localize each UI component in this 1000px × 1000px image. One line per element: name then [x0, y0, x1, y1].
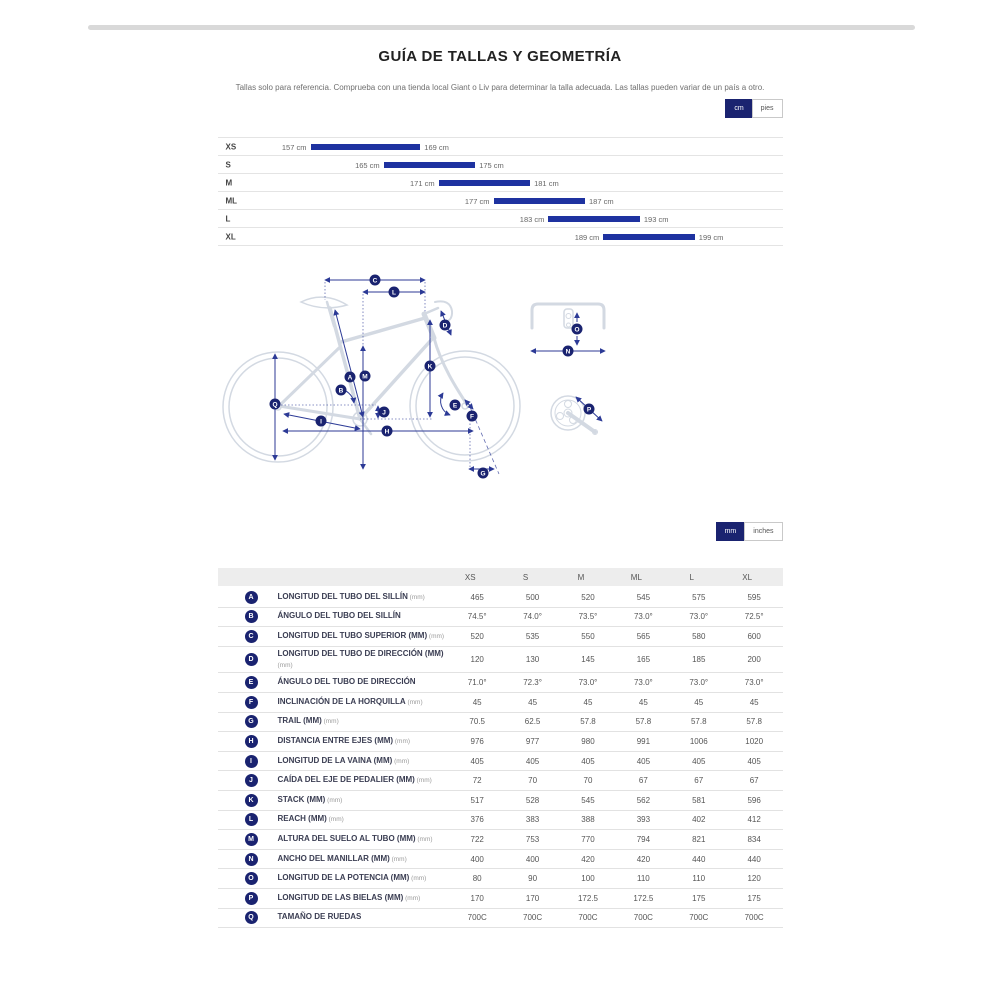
table-cell-value: 405: [692, 756, 706, 766]
diagram-badge-O: [571, 324, 582, 335]
table-cell-value: 400: [525, 854, 540, 864]
svg-text:Q: Q: [271, 401, 278, 409]
table-cell-value: 412: [747, 815, 761, 825]
range-min-label: 165 cm: [355, 160, 380, 170]
size-label: S: [225, 160, 231, 169]
table-cell-value: 770: [581, 834, 595, 844]
svg-text:A: A: [347, 374, 352, 382]
range-min-label: 177 cm: [464, 196, 490, 206]
table-cell-value: 45: [638, 697, 648, 707]
table-cell-value: 170: [525, 893, 540, 903]
size-row-XL: [218, 227, 783, 245]
column-header-XS: XS: [464, 572, 476, 582]
row-label: REACH (MM) (mm): [277, 814, 344, 824]
table-cell-value: 73.5°: [578, 612, 598, 622]
row-letter-badge: H: [245, 735, 258, 748]
range-min-label: 183 cm: [519, 214, 545, 224]
unit-suffix: (mm): [414, 777, 432, 785]
svg-text:O: O: [573, 326, 580, 334]
column-header-M: M: [577, 572, 585, 582]
toggle-option-pies[interactable]: pies: [752, 99, 783, 118]
row-label: DISTANCIA ENTRE EJES (MM) (mm): [277, 736, 411, 746]
table-cell-value: 402: [692, 815, 706, 825]
table-cell-value: 821: [692, 834, 706, 844]
row-label: TAMAÑO DE RUEDAS: [277, 912, 362, 922]
table-cell-value: 753: [525, 834, 540, 844]
table-cell-value: 172.5: [633, 893, 654, 903]
table-cell-value: 977: [525, 736, 540, 746]
diagram-badge-Q: [269, 399, 280, 410]
table-cell-value: 420: [636, 854, 651, 864]
unit-suffix: (mm): [409, 875, 427, 883]
table-cell-value: 700C: [578, 913, 598, 923]
table-cell-value: 72.5°: [744, 612, 764, 622]
page-title: GUÍA DE TALLAS Y GEOMETRÍA: [378, 48, 622, 65]
unit-suffix: (mm): [393, 738, 411, 746]
row-letter-badge: F: [245, 696, 258, 709]
row-letter-badge: M: [245, 833, 258, 846]
table-cell-value: 67: [694, 776, 704, 786]
mm-inches-toggle: [717, 522, 783, 541]
toggle-option-mm[interactable]: mm: [716, 522, 746, 541]
bike-geometry-diagram: [218, 258, 783, 513]
svg-text:J: J: [381, 409, 386, 417]
table-cell-value: 700C: [689, 913, 709, 923]
table-cell-value: 130: [525, 655, 540, 665]
crankset: [551, 396, 602, 435]
table-cell-value: 90: [528, 874, 538, 884]
top-divider: [88, 25, 915, 30]
table-cell-value: 405: [470, 756, 484, 766]
table-cell-value: 376: [470, 815, 484, 825]
table-cell-value: 175: [692, 893, 706, 903]
table-cell-value: 70: [528, 776, 538, 786]
geometry-table-header: [218, 568, 783, 586]
table-row-N: [218, 850, 783, 870]
table-cell-value: 185: [692, 655, 706, 665]
table-row-O: [218, 869, 783, 889]
diagram-badge-C: [369, 275, 380, 286]
size-label: ML: [225, 196, 238, 205]
diagram-badge-M: [359, 371, 370, 382]
range-min-label: 171 cm: [409, 178, 435, 188]
row-letter-badge: L: [245, 813, 258, 826]
table-row-M: [218, 830, 783, 850]
table-cell-value: 528: [525, 795, 540, 805]
diagram-badge-G: [477, 468, 488, 479]
table-row-L: [218, 811, 783, 831]
size-label: L: [225, 214, 231, 223]
table-cell-value: 67: [638, 776, 648, 786]
range-max-label: 181 cm: [534, 178, 559, 188]
table-cell-value: 991: [636, 736, 651, 746]
table-cell-value: 172.5: [577, 893, 598, 903]
table-cell-value: 73.0°: [689, 612, 709, 622]
unit-suffix: (mm): [405, 698, 423, 706]
table-row-A: [218, 588, 783, 608]
row-label: LONGITUD DEL TUBO DEL SILLÍN (mm): [277, 591, 425, 601]
table-cell-value: 45: [528, 697, 538, 707]
row-label: ALTURA DEL SUELO AL TUBO (MM) (mm): [277, 834, 433, 844]
row-letter-badge: I: [245, 755, 258, 768]
table-cell-value: 45: [749, 697, 759, 707]
cm-pies-toggle: [726, 99, 782, 118]
table-cell-value: 110: [692, 874, 706, 884]
table-row-E: [218, 673, 783, 693]
table-cell-value: 175: [747, 893, 761, 903]
unit-suffix: (mm): [325, 796, 343, 804]
table-cell-value: 565: [636, 631, 651, 641]
diagram-badge-E: [449, 400, 460, 411]
row-letter-badge: J: [245, 774, 258, 787]
table-cell-value: 545: [636, 592, 651, 602]
range-max-label: 169 cm: [424, 142, 449, 152]
unit-suffix: (mm): [277, 661, 293, 669]
height-range-bar: [603, 234, 695, 240]
diagram-badge-L: [388, 287, 399, 298]
row-letter-badge: K: [245, 794, 258, 807]
table-cell-value: 70.5: [469, 717, 485, 727]
svg-text:G: G: [479, 470, 486, 478]
table-cell-value: 1006: [689, 736, 708, 746]
row-letter-badge: G: [245, 715, 258, 728]
diagram-badge-P: [583, 404, 594, 415]
table-cell-value: 45: [583, 697, 593, 707]
row-label: CAÍDA DEL EJE DE PEDALIER (MM) (mm): [277, 775, 432, 785]
table-cell-value: 600: [747, 631, 761, 641]
bike-frame: [279, 297, 468, 434]
toggle-option-inches[interactable]: inches: [744, 522, 782, 541]
column-header-XL: XL: [742, 572, 753, 582]
table-cell-value: 165: [636, 655, 651, 665]
row-letter-badge: A: [245, 591, 258, 604]
table-cell-value: 383: [525, 815, 540, 825]
range-max-label: 199 cm: [698, 232, 724, 242]
range-max-label: 187 cm: [589, 196, 614, 206]
svg-text:D: D: [442, 322, 447, 330]
svg-text:L: L: [391, 289, 396, 297]
row-label: ÁNGULO DEL TUBO DE DIRECCIÓN: [277, 677, 416, 687]
table-cell-value: 722: [470, 834, 484, 844]
row-label: LONGITUD DE LA POTENCIA (MM) (mm): [277, 873, 427, 883]
page-subtitle: Tallas solo para referencia. Comprueba con una tienda local Giant o Liv para determinar la talla adecuada. Las tallas pueden variar de un país a otro.: [235, 83, 765, 92]
diagram-badge-B: [335, 385, 346, 396]
svg-text:M: M: [361, 373, 368, 381]
table-cell-value: 73.0°: [744, 678, 764, 688]
table-cell-value: 388: [581, 815, 595, 825]
table-cell-value: 74.5°: [467, 612, 487, 622]
table-cell-value: 72.3°: [523, 678, 542, 688]
table-cell-value: 400: [470, 854, 484, 864]
row-label: ANCHO DEL MANILLAR (MM) (mm): [277, 853, 407, 863]
table-cell-value: 73.0°: [689, 678, 709, 688]
table-cell-value: 80: [472, 874, 482, 884]
table-cell-value: 700C: [744, 913, 764, 923]
row-label: ÁNGULO DEL TUBO DEL SILLÍN: [277, 611, 401, 621]
geometry-table: [218, 568, 783, 928]
row-letter-badge: O: [245, 872, 258, 885]
table-cell-value: 170: [470, 893, 484, 903]
table-cell-value: 440: [692, 854, 706, 864]
size-row-XS: [218, 137, 783, 155]
table-row-J: [218, 771, 783, 791]
row-label: LONGITUD DE LA VAINA (MM) (mm): [277, 755, 410, 765]
table-cell-value: 700C: [633, 913, 653, 923]
size-row-M: [218, 173, 783, 191]
table-cell-value: 595: [747, 592, 761, 602]
toggle-option-cm[interactable]: cm: [725, 99, 752, 118]
table-cell-value: 405: [636, 756, 651, 766]
height-range-bar: [311, 144, 421, 150]
row-letter-badge: N: [245, 853, 258, 866]
row-label: STACK (MM) (mm): [277, 794, 343, 804]
table-cell-value: 596: [747, 795, 761, 805]
table-cell-value: 1020: [745, 736, 764, 746]
unit-suffix: (mm): [389, 855, 407, 863]
table-cell-value: 535: [525, 631, 540, 641]
size-label: XS: [225, 142, 237, 151]
diagram-badge-F: [466, 411, 477, 422]
table-cell-value: 517: [470, 795, 484, 805]
table-cell-value: 420: [581, 854, 595, 864]
svg-text:B: B: [338, 387, 343, 395]
table-row-B: [218, 608, 783, 628]
table-cell-value: 465: [470, 592, 484, 602]
svg-text:N: N: [565, 348, 570, 356]
table-cell-value: 575: [692, 592, 706, 602]
diagram-badge-J: [378, 407, 389, 418]
table-cell-value: 200: [747, 655, 761, 665]
row-label: INCLINACIÓN DE LA HORQUILLA (mm): [277, 696, 423, 706]
table-cell-value: 545: [581, 795, 595, 805]
table-cell-value: 440: [747, 854, 761, 864]
row-label: LONGITUD DE LAS BIELAS (MM) (mm): [277, 892, 421, 902]
table-cell-value: 110: [636, 874, 650, 884]
table-row-P: [218, 889, 783, 909]
row-letter-badge: C: [245, 630, 258, 643]
range-max-label: 193 cm: [643, 214, 669, 224]
table-cell-value: 45: [694, 697, 704, 707]
table-cell-value: 57.8: [746, 717, 762, 727]
table-cell-value: 73.0°: [578, 678, 598, 688]
table-cell-value: 71.0°: [467, 678, 487, 688]
table-row-F: [218, 693, 783, 713]
unit-suffix: (mm): [427, 633, 445, 641]
diagram-badge-K: [424, 361, 435, 372]
size-label: XL: [225, 232, 236, 241]
range-min-label: 157 cm: [281, 142, 307, 152]
table-cell-value: 581: [692, 795, 706, 805]
row-label: LONGITUD DEL TUBO SUPERIOR (MM) (mm): [277, 631, 445, 641]
table-row-I: [218, 752, 783, 772]
height-range-bar: [384, 162, 476, 168]
size-row-S: [218, 155, 783, 173]
table-cell-value: 70: [583, 776, 593, 786]
table-cell-value: 73.0°: [633, 678, 653, 688]
table-cell-value: 145: [581, 655, 595, 665]
height-range-bar: [439, 180, 531, 186]
table-cell-value: 520: [581, 592, 595, 602]
svg-text:H: H: [384, 428, 389, 436]
handlebar-top-view: [531, 304, 605, 351]
svg-text:I: I: [319, 418, 322, 426]
diagram-badge-H: [381, 426, 392, 437]
table-cell-value: 794: [636, 834, 651, 844]
unit-suffix: (mm): [415, 836, 433, 844]
table-cell-value: 405: [747, 756, 761, 766]
table-row-G: [218, 713, 783, 733]
svg-text:F: F: [469, 413, 474, 421]
row-letter-badge: Q: [245, 911, 258, 924]
table-cell-value: 562: [636, 795, 651, 805]
diagram-badge-I: [315, 416, 326, 427]
table-cell-value: 834: [747, 834, 761, 844]
row-letter-badge: E: [245, 676, 258, 689]
row-label: LONGITUD DEL TUBO DE DIRECCIÓN (MM) (mm): [277, 648, 444, 669]
range-max-label: 175 cm: [479, 160, 504, 170]
column-header-S: S: [522, 572, 529, 582]
table-cell-value: 100: [581, 874, 595, 884]
column-header-L: L: [689, 572, 694, 582]
table-cell-value: 405: [581, 756, 595, 766]
unit-suffix: (mm): [407, 593, 425, 601]
svg-text:C: C: [372, 277, 377, 285]
table-cell-value: 73.0°: [633, 612, 653, 622]
table-cell-value: 700C: [467, 913, 487, 923]
table-row-D: [218, 647, 783, 674]
table-cell-value: 67: [749, 776, 759, 786]
row-label: TRAIL (MM) (mm): [277, 716, 339, 726]
unit-suffix: (mm): [321, 718, 339, 726]
svg-text:K: K: [427, 363, 432, 371]
height-range-bar: [494, 198, 586, 204]
unit-suffix: (mm): [403, 894, 421, 902]
table-cell-value: 57.8: [690, 717, 707, 727]
diagram-badge-D: [439, 320, 450, 331]
table-cell-value: 976: [470, 736, 484, 746]
row-letter-badge: P: [245, 892, 258, 905]
size-label: M: [225, 178, 233, 187]
table-cell-value: 393: [636, 815, 651, 825]
table-row-C: [218, 627, 783, 647]
table-cell-value: 520: [470, 631, 484, 641]
row-letter-badge: B: [245, 610, 258, 623]
unit-suffix: (mm): [392, 757, 410, 765]
table-cell-value: 57.8: [635, 717, 652, 727]
size-row-L: [218, 209, 783, 227]
svg-text:E: E: [452, 402, 457, 410]
table-cell-value: 57.8: [580, 717, 596, 727]
table-cell-value: 405: [525, 756, 540, 766]
table-cell-value: 580: [692, 631, 706, 641]
size-row-ML: [218, 191, 783, 209]
diagram-badge-N: [562, 346, 573, 357]
table-row-K: [218, 791, 783, 811]
unit-suffix: (mm): [326, 816, 344, 824]
height-range-bar: [548, 216, 640, 222]
row-letter-badge: D: [245, 653, 258, 666]
diagram-badge-A: [344, 372, 355, 383]
table-cell-value: 120: [747, 874, 761, 884]
table-cell-value: 550: [581, 631, 595, 641]
column-header-ML: ML: [630, 572, 642, 582]
table-cell-value: 120: [470, 655, 484, 665]
table-row-H: [218, 732, 783, 752]
table-cell-value: 45: [472, 697, 482, 707]
svg-text:P: P: [586, 406, 591, 414]
table-cell-value: 72: [472, 776, 482, 786]
table-row-Q: [218, 909, 783, 929]
table-cell-value: 74.0°: [523, 612, 542, 622]
table-cell-value: 500: [525, 592, 540, 602]
table-cell-value: 700C: [523, 913, 543, 923]
size-range-chart: [218, 137, 783, 246]
range-min-label: 189 cm: [574, 232, 600, 242]
table-cell-value: 980: [581, 736, 595, 746]
table-cell-value: 62.5: [524, 717, 541, 727]
